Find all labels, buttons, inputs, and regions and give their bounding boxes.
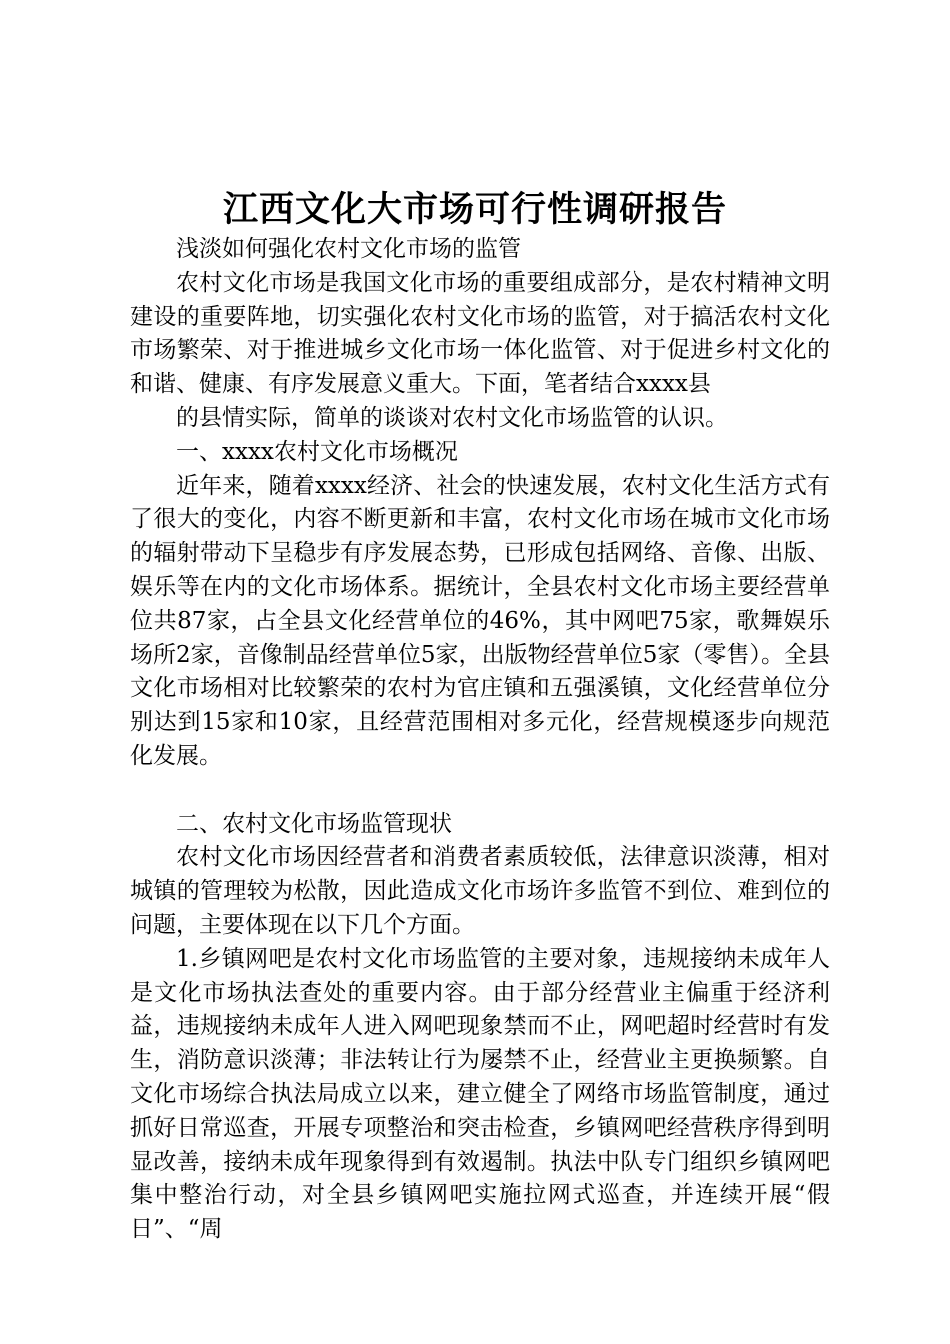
section-heading-2: 二、农村文化市场监管现状 <box>176 810 452 837</box>
overview-paragraph: 近年来，随着xxxx经济、社会的快速发展，农村文化生活方式有了很大的变化，内容不断更新和丰富，农村文化市场在城市文化市场的辐射带动下呈稳步有序发展态势，已形成包括网络、音像、出版、娱乐等在内的文化市场体系。据统计，全县农村文化市场主要经营单位共87家，占全县文化经营单位的46%，其中网吧75家，歌舞娱乐场所2家，音像制品经营单位5家，出版物经营单位5家（零售）。全县文化市场相对比较繁荣的农村为官庄镇和五强溪镇，文化经营单位分别达到15家和10家，且经营范围相对多元化，经营规模逐步向规范化发展。 <box>130 472 830 769</box>
intro-paragraph: 农村文化市场是我国文化市场的重要组成部分，是农村精神文明建设的重要阵地，切实强化农村文化市场的监管，对于搞活农村文化市场繁荣、对于推进城乡文化市场一体化监管、对于促进乡村文化的和谐、健康、有序发展意义重大。下面，笔者结合xxxx县 <box>130 269 830 398</box>
status-paragraph: 农村文化市场因经营者和消费者素质较低，法律意识淡薄，相对城镇的管理较为松散，因此造成文化市场许多监管不到位、难到位的问题，主要体现在以下几个方面。 <box>130 844 830 938</box>
document-title: 江西文化大市场可行性调研报告 <box>222 189 727 230</box>
section-heading-1: 一、xxxx农村文化市场概况 <box>176 438 458 465</box>
blank-line <box>130 774 830 808</box>
item-1-paragraph: 1.乡镇网吧是农村文化市场监管的主要对象，违规接纳未成年人是文化市场执法查处的重要内容。由于部分经营业主偏重于经济利益，违规接纳未成年人进入网吧现象禁而不止，网吧超时经营时有发生，消防意识淡薄；非法转让行为屡禁不止，经营业主更换频繁。自文化市场综合执法局成立以来，建立健全了网络市场监管制度，通过抓好日常巡查，开展专项整治和突击检查，乡镇网吧经营秩序得到明显改善，接纳未成年现象得到有效遏制。执法中队专门组织乡镇网吧集中整治行动，对全县乡镇网吧实施拉网式巡查，并连续开展“假日”、“周 <box>130 945 830 1243</box>
subtitle-paragraph: 浅淡如何强化农村文化市场的监管 <box>176 236 521 262</box>
document-body <box>130 233 830 1247</box>
intro-continuation-paragraph: 的县情实际，简单的谈谈对农村文化市场监管的认识。 <box>176 404 728 431</box>
